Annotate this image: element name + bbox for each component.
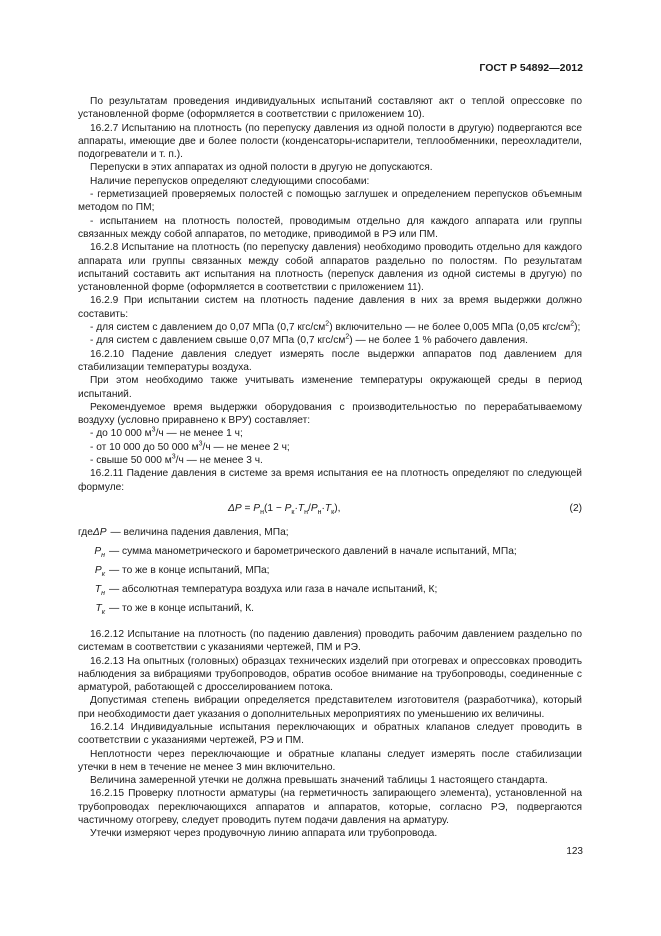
- list-item: - от 10 000 до 50 000 $м^3/ч$ — не менее 2 ч;: [90, 440, 290, 453]
- paragraph: - герметизацией проверяемых полостей с помощью заглушек и определением перепусков объемным методом по ПМ;: [78, 189, 582, 214]
- definitions-intro: где: [78, 526, 93, 538]
- body-text: [78, 95, 582, 841]
- paragraph-high-pressure: - для систем с давлением свыше 0,07 МПа (0,7 кгс/$см^2$) — не более 1 % рабочего давления.: [90, 333, 529, 347]
- formula: [78, 498, 582, 520]
- paragraph: Рекомендуемое время выдержки оборудования с производительностью по перерабатываемому воздуху (условно приравнено к ВРУ) составляет:: [78, 401, 582, 427]
- paragraph: 16.2.13 На опытных (головных) образцах технических изделий при отогревах и опрессовках проводить наблюдения за вибрациями трубопроводов, обратив особое внимание на трубопроводы, соединенные с арматурой, работающей с дросселированием потока.: [78, 655, 582, 694]
- definition-row: [78, 542, 582, 561]
- list-item: - свыше 50 000 $м^3/ч$ — не менее 3 ч.: [90, 453, 263, 467]
- definition-text: — абсолютная температура воздуха или газа в начале испытаний, К;: [109, 583, 438, 595]
- paragraph: Допустимая степень вибрации определяется представителем изготовителя (разработчика), который при необходимости дает указания о дополнительных мероприятиях по уменьшению их величины.: [78, 695, 582, 720]
- definition-text: — то же в конце испытаний, К.: [109, 602, 254, 614]
- paragraph: Утечки измеряют через продувочную линию аппарата или трубопровода.: [90, 828, 438, 840]
- paragraph: Неплотности через переключающие и обратные клапаны следует измерять после стабилизации утечки в нем в течение не менее 3 мин включительно.: [78, 748, 582, 773]
- definition-row: [78, 599, 582, 618]
- paragraph: 16.2.7 Испытанию на плотность (по перепуску давления из одной полости в другую) подвергаются все аппараты, имеющие две и более полости (конденсаторы-испарители, теплообменники, переохладители, подогреватели и т. п.).: [78, 122, 582, 161]
- paragraph-low-pressure: - для систем с давлением до 0,07 МПа (0,7 кгс/$см^2$) включительно — не более 0,005 МПа (0,05 кгс/$см^2$);: [90, 320, 581, 334]
- paragraph: 16.2.15 Проверку плотности арматуры (на герметичность запирающего элемента), установленной на трубопроводах переключающихся аппаратов и аппаратов, которые, согласно РЭ, подвергаются частичному отогреву, следует проводить путем подачи давления на арматуру.: [78, 788, 582, 827]
- definition-row: [78, 561, 582, 580]
- formula-expression: $\Delta P = P_н(1 - P_к\cdot T_н/P_н\cdot T_к)$,: [228, 502, 341, 516]
- definition-text: — то же в конце испытаний, МПа;: [109, 564, 270, 576]
- definition-symbol: $T_к$: [95, 602, 105, 616]
- definition-row: [78, 523, 582, 542]
- list-item: - до 10 000 $м^3/ч$ — не менее 1 ч;: [90, 427, 243, 440]
- paragraph: - испытанием на плотность полостей, проводимым отдельно для каждого аппарата или группы связанных между собой аппаратов, по методике, приводимой в РЭ или ПМ.: [78, 215, 582, 240]
- paragraph: 16.2.11 Падение давления в системе за время испытания ее на плотность определяют по следующей формуле:: [78, 468, 582, 493]
- formula-number: (2): [569, 502, 582, 514]
- paragraph: 16.2.10 Падение давления следует измерять после выдержки аппаратов под давлением для стабилизации температуры воздуха.: [78, 348, 582, 373]
- definitions-list: [78, 523, 582, 618]
- page-number: 123: [566, 846, 583, 857]
- definition-symbol: ΔP: [92, 526, 107, 538]
- paragraph: 16.2.9 При испытании систем на плотность падение давления в них за время выдержки должно составить:: [78, 295, 582, 320]
- document-header: ГОСТ Р 54892—2012: [479, 62, 583, 74]
- definition-text: — величина падения давления, МПа;: [110, 526, 289, 538]
- definition-symbol: $T_н$: [94, 583, 105, 597]
- definition-symbol: $P_н$: [94, 545, 105, 559]
- paragraph: При этом необходимо также учитывать изменение температуры окружающей среды в период испытаний.: [78, 375, 582, 400]
- paragraph: По результатам проведения индивидуальных испытаний составляют акт о теплой опрессовке по установленной форме (оформляется в соответствии с приложением 10).: [78, 96, 582, 121]
- definition-symbol: $P_к$: [94, 564, 105, 578]
- paragraph: 16.2.14 Индивидуальные испытания переключающих и обратных клапанов следует проводить в соответствии с указаниями чертежей, РЭ и ПМ.: [78, 721, 582, 747]
- paragraph: Наличие перепусков определяют следующими способами:: [90, 175, 370, 187]
- definition-text: — сумма манометрического и барометрического давлений в начале испытаний, МПа;: [109, 545, 517, 557]
- paragraph: 16.2.8 Испытание на плотность (по перепуску давления) необходимо проводить отдельно для каждого аппарата или группы связанных между собой аппаратов раздельно по полостям. По результатам испытаний составить акт испытания на плотность (перепуск давления из одной системы в другую) по установленной форме (оформляется в соответствии с приложением 11).: [78, 242, 582, 294]
- paragraph: Перепуски в этих аппаратах из одной полости в другую не допускаются.: [90, 162, 433, 174]
- paragraph: 16.2.12 Испытание на плотность (по падению давления) проводить рабочим давлением раздельно по системам в соответствии с указаниями чертежей, ПМ и РЭ.: [78, 628, 582, 654]
- paragraph: Величина замеренной утечки не должна превышать значений таблицы 1 настоящего стандарта.: [90, 775, 548, 787]
- definition-row: [78, 580, 582, 599]
